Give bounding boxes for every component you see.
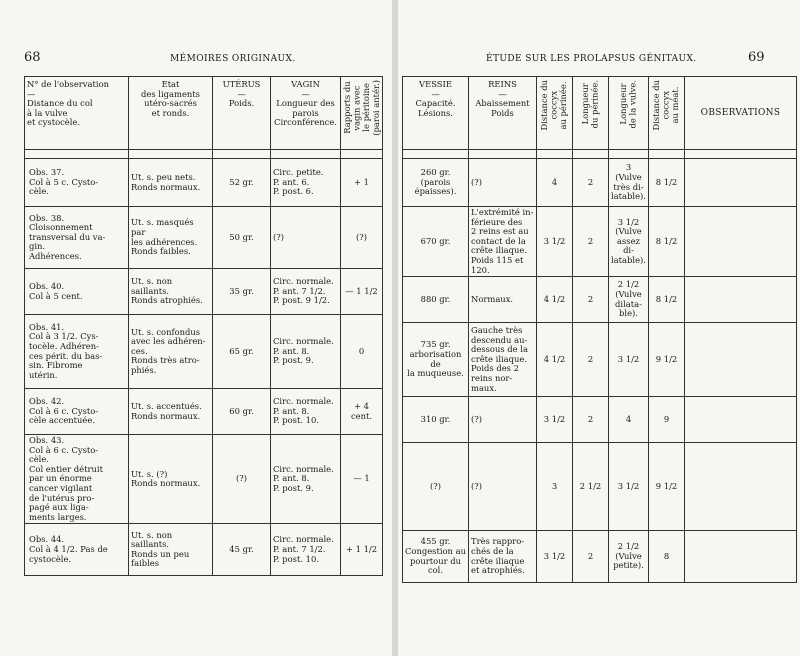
coccyx-meat-cell: 8 <box>649 531 685 583</box>
observations-cell <box>685 277 797 323</box>
uterus-cell: 35 gr. <box>213 269 271 315</box>
vagin-cell: Circ. normale. P. ant. 7 1/2. P. post. 10. <box>271 524 341 576</box>
obs-cell: Obs. 44. Col à 4 1/2. Pas de cystocèle. <box>25 524 129 576</box>
coccyx-perinee-cell: 4 <box>537 159 573 207</box>
vagin-cell: Circ. normale. P. ant. 8. P. post. 10. <box>271 389 341 435</box>
header-uterus: UTÉRUS — Poids. <box>213 77 271 150</box>
table-row <box>25 269 383 315</box>
vulve-cell: 4 <box>609 397 649 443</box>
table-row <box>25 524 383 576</box>
reins-cell: Normaux. <box>469 277 537 323</box>
header-perinee: Longueur du périnée. <box>573 77 609 150</box>
obs-cell: Obs. 38. Cloisonnement transversal du va- gin. Adhérences. <box>25 207 129 269</box>
coccyx-perinee-cell: 3 <box>537 443 573 531</box>
ligaments-cell: Ut. s. (?) Ronds normaux. <box>129 435 213 524</box>
table-row <box>403 207 797 277</box>
observations-cell <box>685 531 797 583</box>
table-row <box>403 159 797 207</box>
coccyx-perinee-cell: 3 1/2 <box>537 397 573 443</box>
coccyx-meat-cell: 9 1/2 <box>649 443 685 531</box>
vagin-cell: Circ. normale. P. ant. 8. P. post. 9. <box>271 435 341 524</box>
table-row <box>403 323 797 397</box>
uterus-cell: 50 gr. <box>213 207 271 269</box>
vessie-cell: 735 gr. arborisation de la muqueuse. <box>403 323 469 397</box>
ligaments-cell: Ut. s. non saillants. Ronds un peu faibles <box>129 524 213 576</box>
uterus-cell: (?) <box>213 435 271 524</box>
perinee-cell: 2 <box>573 159 609 207</box>
right-header-row <box>403 77 797 150</box>
ligaments-cell: Ut. s. masqués par les adhérences. Ronds faibles. <box>129 207 213 269</box>
coccyx-perinee-cell: 3 1/2 <box>537 207 573 277</box>
perinee-cell: 2 1/2 <box>573 443 609 531</box>
vessie-cell: 880 gr. <box>403 277 469 323</box>
vessie-cell: 455 gr. Congestion au pourtour du col. <box>403 531 469 583</box>
vagin-cell: (?) <box>271 207 341 269</box>
obs-cell: Obs. 37. Col à 5 c. Cysto- cèle. <box>25 159 129 207</box>
uterus-cell: 65 gr. <box>213 315 271 389</box>
header-ligaments: Etat des ligaments utéro-sacrés et ronds. <box>129 77 213 150</box>
rapports-cell: (?) <box>341 207 383 269</box>
left-running-head: MÉMOIRES ORIGINAUX. <box>170 54 296 64</box>
header-vulve: Longueur de la vulve. <box>609 77 649 150</box>
observations-cell <box>685 323 797 397</box>
rapports-cell: + 1 1/2 <box>341 524 383 576</box>
observations-cell <box>685 159 797 207</box>
perinee-cell: 2 <box>573 277 609 323</box>
coccyx-meat-cell: 9 <box>649 397 685 443</box>
vessie-cell: 310 gr. <box>403 397 469 443</box>
observations-cell <box>685 443 797 531</box>
ligaments-cell: Ut. s. confondus avec les adhéren- ces. Ronds très atro- phiés. <box>129 315 213 389</box>
vagin-cell: Circ. petite. P. ant. 6. P. post. 6. <box>271 159 341 207</box>
vulve-cell: 3 1/2 <box>609 443 649 531</box>
vessie-cell: (?) <box>403 443 469 531</box>
vessie-cell: 260 gr. (parois épaisses). <box>403 159 469 207</box>
obs-cell: Obs. 42. Col à 6 c. Cysto- cèle accentuée. <box>25 389 129 435</box>
table-row <box>25 315 383 389</box>
table-row <box>403 443 797 531</box>
perinee-cell: 2 <box>573 207 609 277</box>
observations-cell <box>685 207 797 277</box>
coccyx-perinee-cell: 3 1/2 <box>537 531 573 583</box>
header-vessie: VESSIE — Capacité. Lésions. <box>403 77 469 150</box>
table-row <box>403 277 797 323</box>
rapports-cell: — 1 1/2 <box>341 269 383 315</box>
vagin-cell: Circ. normale. P. ant. 7 1/2. P. post. 9 1/2. <box>271 269 341 315</box>
header-vagin: VAGIN — Longueur des parois Circonférence. <box>271 77 341 150</box>
rapports-cell: — 1 <box>341 435 383 524</box>
coccyx-perinee-cell: 4 1/2 <box>537 277 573 323</box>
header-coccyx-perinee: Distance du coccyx au périnée. <box>537 77 573 150</box>
rapports-cell: 0 <box>341 315 383 389</box>
coccyx-perinee-cell: 4 1/2 <box>537 323 573 397</box>
table-row <box>403 531 797 583</box>
observations-cell <box>685 397 797 443</box>
reins-cell: Très rappro- chés de la crête iliaque et atrophiés. <box>469 531 537 583</box>
right-page-number: 69 <box>748 50 765 65</box>
coccyx-meat-cell: 8 1/2 <box>649 159 685 207</box>
reins-cell: (?) <box>469 159 537 207</box>
perinee-cell: 2 <box>573 397 609 443</box>
uterus-cell: 60 gr. <box>213 389 271 435</box>
obs-cell: Obs. 40. Col à 5 cent. <box>25 269 129 315</box>
obs-cell: Obs. 43. Col à 6 c. Cysto- cèle. Col entier détruit par un énorme cancer vigilant de l'utérus pro- pagé aux liga- ments larges. <box>25 435 129 524</box>
rapports-cell: + 1 <box>341 159 383 207</box>
header-observations: OBSERVATIONS <box>685 77 797 150</box>
right-table <box>402 76 797 583</box>
vulve-cell: 3 1/2 (Vulve assez di- latable). <box>609 207 649 277</box>
perinee-cell: 2 <box>573 531 609 583</box>
vulve-cell: 2 1/2 (Vulve petite). <box>609 531 649 583</box>
reins-cell: (?) <box>469 397 537 443</box>
table-row <box>25 207 383 269</box>
left-table <box>24 76 383 576</box>
header-rapports: Rapports du vagin avec le péritoine (paroi antér.) <box>341 77 383 150</box>
vulve-cell: 3 1/2 <box>609 323 649 397</box>
coccyx-meat-cell: 9 1/2 <box>649 323 685 397</box>
table-row <box>25 389 383 435</box>
uterus-cell: 45 gr. <box>213 524 271 576</box>
table-row <box>403 397 797 443</box>
rapports-cell: + 4 cent. <box>341 389 383 435</box>
perinee-cell: 2 <box>573 323 609 397</box>
left-page-number: 68 <box>24 50 41 65</box>
right-running-head: ÉTUDE SUR LES PROLAPSUS GÉNITAUX. <box>486 54 697 64</box>
right-page <box>398 0 800 656</box>
vessie-cell: 670 gr. <box>403 207 469 277</box>
vagin-cell: Circ. normale. P. ant. 8. P. post. 9. <box>271 315 341 389</box>
reins-cell: L'extrémité in- férieure des 2 reins est au contact de la crête iliaque. Poids 115 et 120. <box>469 207 537 277</box>
left-page <box>0 0 392 656</box>
left-header-row <box>25 77 383 150</box>
coccyx-meat-cell: 8 1/2 <box>649 277 685 323</box>
table-row <box>25 435 383 524</box>
table-row <box>25 159 383 207</box>
coccyx-meat-cell: 8 1/2 <box>649 207 685 277</box>
uterus-cell: 52 gr. <box>213 159 271 207</box>
ligaments-cell: Ut. s. non saillants. Ronds atrophiés. <box>129 269 213 315</box>
vulve-cell: 3 (Vulve très di- latable). <box>609 159 649 207</box>
ligaments-cell: Ut. s. accentués. Ronds normaux. <box>129 389 213 435</box>
reins-cell: (?) <box>469 443 537 531</box>
header-observation: N° de l'observation — Distance du col à la vulve et cystocèle. <box>25 77 129 150</box>
header-coccyx-meat: Distance du coccyx au méat. <box>649 77 685 150</box>
obs-cell: Obs. 41. Col à 3 1/2. Cys- tocèle. Adhéren- ces périt. du bas- sin. Fibrome utérin. <box>25 315 129 389</box>
reins-cell: Gauche très descendu au- dessous de la crête iliaque. Poids des 2 reins nor- maux. <box>469 323 537 397</box>
vulve-cell: 2 1/2 (Vulve dilata- ble). <box>609 277 649 323</box>
header-reins: REINS — Abaissement Poids <box>469 77 537 150</box>
ligaments-cell: Ut. s. peu nets. Ronds normaux. <box>129 159 213 207</box>
